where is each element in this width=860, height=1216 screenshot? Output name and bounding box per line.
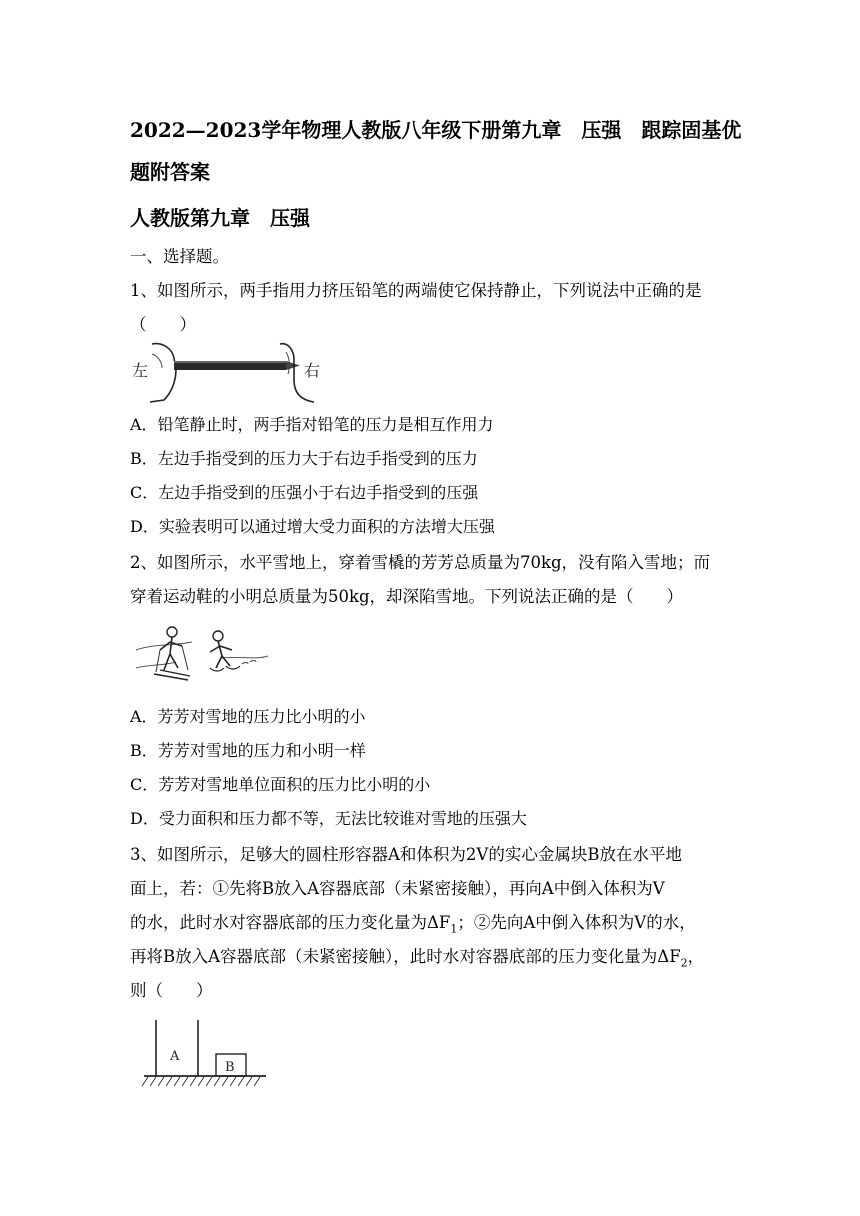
document-title-line2: 题附答案 [130,160,210,184]
chapter-heading: 人教版第九章 压强 [130,206,310,230]
q3-stem-line5: 则（ ） [130,981,213,1000]
q1-option-b: B．左边手指受到的压力大于右边手指受到的压力 [130,449,478,468]
document-title-line1: 2022—2023学年物理人教版八年级下册第九章 压强 跟踪固基优 [130,118,742,142]
q2-option-d: D．受力面积和压力都不等，无法比较谁对雪地的压强大 [130,809,527,828]
q2-option-c: C．芳芳对雪地单位面积的压力比小明的小 [130,775,431,794]
q1-option-a: A．铅笔静止时，两手指对铅笔的压力是相互作用力 [130,415,494,434]
q1-pencil-figure [128,340,328,406]
q1-stem-line1: 1、如图所示，两手指用力挤压铅笔的两端使它保持静止，下列说法中正确的是 [130,281,702,300]
q1-fig-right-label: 右 [304,361,321,380]
q2-stem-line1: 2、如图所示，水平雪地上，穿着雪橇的芳芳总质量为70kg，没有陷入雪地；而 [130,553,711,572]
q1-option-d: D．实验表明可以通过增大受力面积的方法增大压强 [130,517,495,536]
q1-stem-line2: （ ） [130,315,196,334]
q1-fig-left-label: 左 [132,361,149,380]
q3-fig-label-b: B [225,1060,235,1075]
q2-option-b: B．芳芳对雪地的压力和小明一样 [130,741,366,760]
section-heading: 一、选择题。 [130,247,229,266]
q3-container-figure [140,1016,270,1092]
q2-snow-figure [132,620,272,684]
q3-stem-line1: 3、如图所示，足够大的圆柱形容器A和体积为2V的实心金属块B放在水平地 [130,845,682,864]
q3-stem-line2: 面上，若：①先将B放入A容器底部（未紧密接触），再向A中倒入体积为V [130,879,665,898]
q1-option-c: C．左边手指受到的压强小于右边手指受到的压强 [130,483,479,502]
q3-fig-label-a: A [170,1049,180,1064]
q3-stem-line3: 的水，此时水对容器底部的压力变化量为$\Delta F_1$；②先向A中倒入体积为V的水， [130,913,696,936]
q3-stem-line4: 再将B放入A容器底部（未紧密接触），此时水对容器底部的压力变化量为$\Delta F_2$， [130,947,705,970]
q2-stem-line2: 穿着运动鞋的小明总质量为50kg，却深陷雪地。下列说法正确的是（ ） [130,587,684,606]
q2-option-a: A．芳芳对雪地的压力比小明的小 [130,707,366,726]
